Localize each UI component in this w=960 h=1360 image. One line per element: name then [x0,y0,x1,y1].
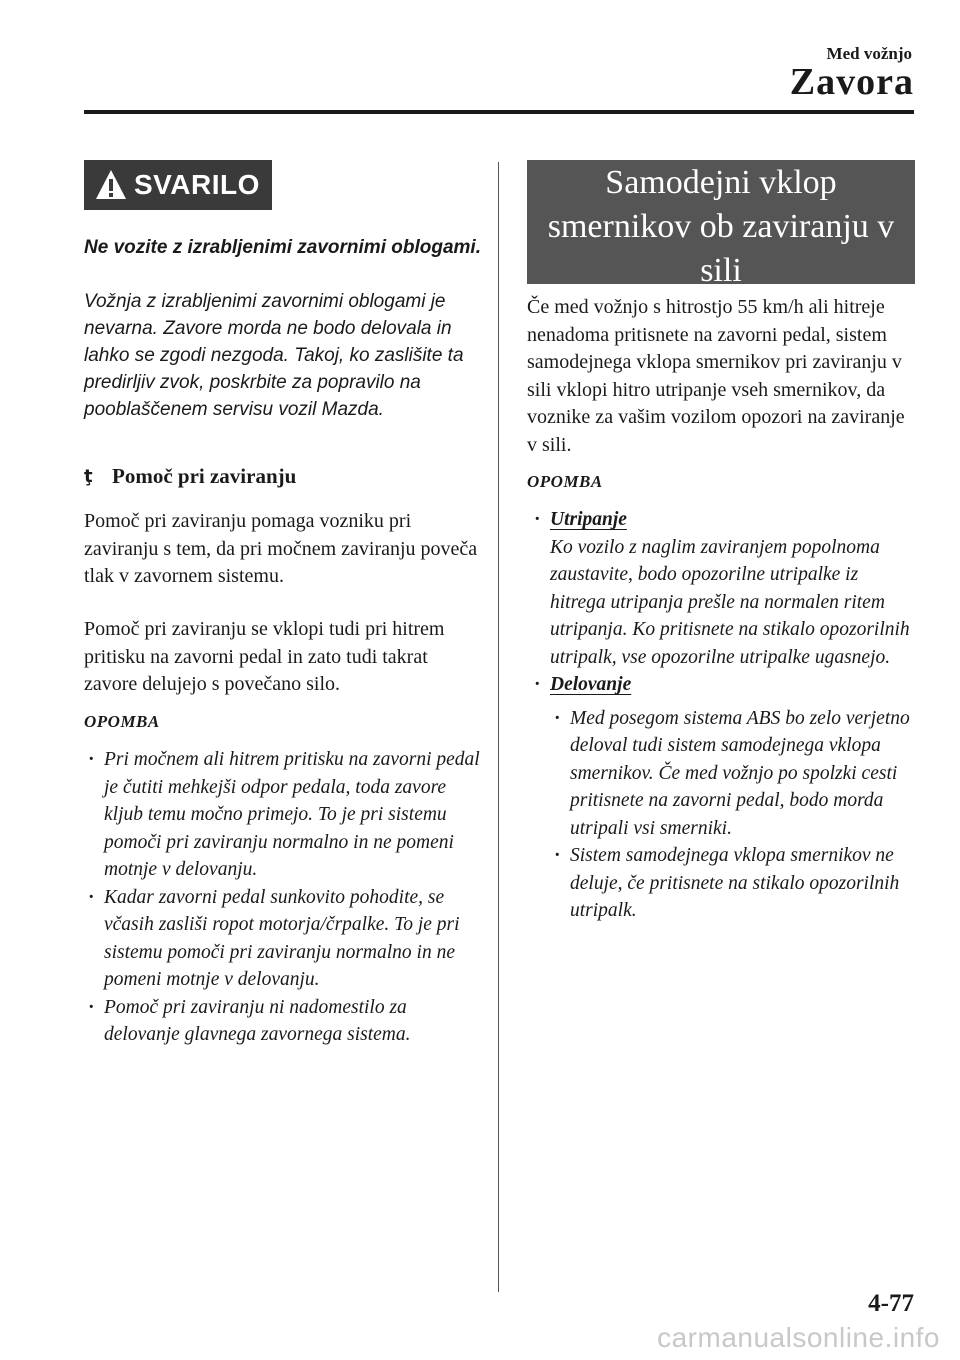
ess-intro: Če med vožnjo s hitrostjo 55 km/h ali hitreje nenadoma pritisnete na zavorni pedal, sistem samodejnega vklopa smernikov pri zaviranju v sili vklopi hitro utripanje vseh smernikov, da voznike za vašim vozilom opozori na zaviranje v sili. [527,296,905,456]
ess-note-label: OPOMBA [527,472,603,491]
list-item: · Med posegom sistema ABS bo zelo verjetno deloval tudi sistem samodejnega vklopa smernikov. Če med vožnjo po spolzki cesti pritisnete na zavorni pedal, bodo morda utripali vsi smerniki. [550,705,918,843]
chapter-label: Med vožnjo [826,44,912,63]
list-item: · Pomoč pri zaviranju ni nadomestilo za delovanje glavnega zavornega sistema. [84,994,484,1049]
ess-section-banner [527,160,915,289]
flashing-subheading: · Utripanje [550,509,627,530]
brake-assist-title: Pomoč pri zaviranju [112,464,297,488]
column-divider [498,162,499,1292]
warning-body: Vožnja z izrabljenimi zavornimi oblogami je nevarna. Zavore morda ne bodo delovala in lahko se zgodi nezgoda. Takoj, ko zaslišite ta predirljiv zvok, poskrbite za popravilo na pooblaščenem servisu vozil Mazda. [84,291,464,420]
section-marker-icon: ţ [84,466,93,487]
list-item [530,671,918,925]
list-item [530,506,918,671]
list-item: · Kadar zavorni pedal sunkovito pohodite, se včasih zasliši ropot motorja/črpalke. To je pri sistemu pomoči pri zaviranju normalno in ne pomeni motnje v delovanju. [84,884,484,994]
brake-assist-paragraph-2: Pomoč pri zaviranju se vklopi tudi pri hitrem pritisku na zavorni pedal in zato tudi takrat zavore delujejo s povečano silo. [84,618,445,695]
page-number: 4-77 [868,1290,914,1317]
warning-heading: Ne vozite z izrabljenimi zavornimi oblogami. [84,237,481,258]
watermark: carmanualsonline.info [657,1322,940,1353]
list-item: · Sistem samodejnega vklopa smernikov ne deluje, če pritisnete na stikalo opozorilnih utripalk. [550,842,918,925]
brake-assist-notes [84,746,484,1049]
warning-badge [84,160,272,210]
operation-list [550,705,918,925]
page-title: Zavora [789,61,914,103]
list-item: · Pri močnem ali hitrem pritisku na zavorni pedal je čutiti mehkejši odpor pedala, toda zavore kljub temu močno primejo. To je pri sistemu pomoči pri zaviranju normalno in ne pomeni motnje v delovanju. [84,746,484,884]
warning-label: SVARILO [134,169,260,200]
brake-assist-note-label: OPOMBA [84,712,160,731]
operation-subheading: · Delovanje [550,674,632,695]
ess-title-line-2: smernikov ob zaviranju v [547,208,895,245]
warning-triangle-icon [94,168,128,202]
ess-notes [530,506,918,925]
ess-title-line-1: Samodejni vklop [605,164,837,201]
ess-title-line-3: sili [700,252,742,289]
brake-assist-heading [84,464,484,489]
brake-assist-paragraph-1: Pomoč pri zaviranju pomaga vozniku pri zaviranju s tem, da pri močnem zaviranju poveča tlak v zavornem sistemu. [84,510,478,587]
flashing-text: Ko vozilo z naglim zaviranjem popolnoma zaustavite, bodo opozorilne utripalke iz hitrega utripanja prešle na normalen ritem utripanja. Ko pritisnete na stikalo opozorilnih utripalk, vse opozorilne utripalke ugasnejo. [550,536,910,668]
header-rule [84,110,914,114]
